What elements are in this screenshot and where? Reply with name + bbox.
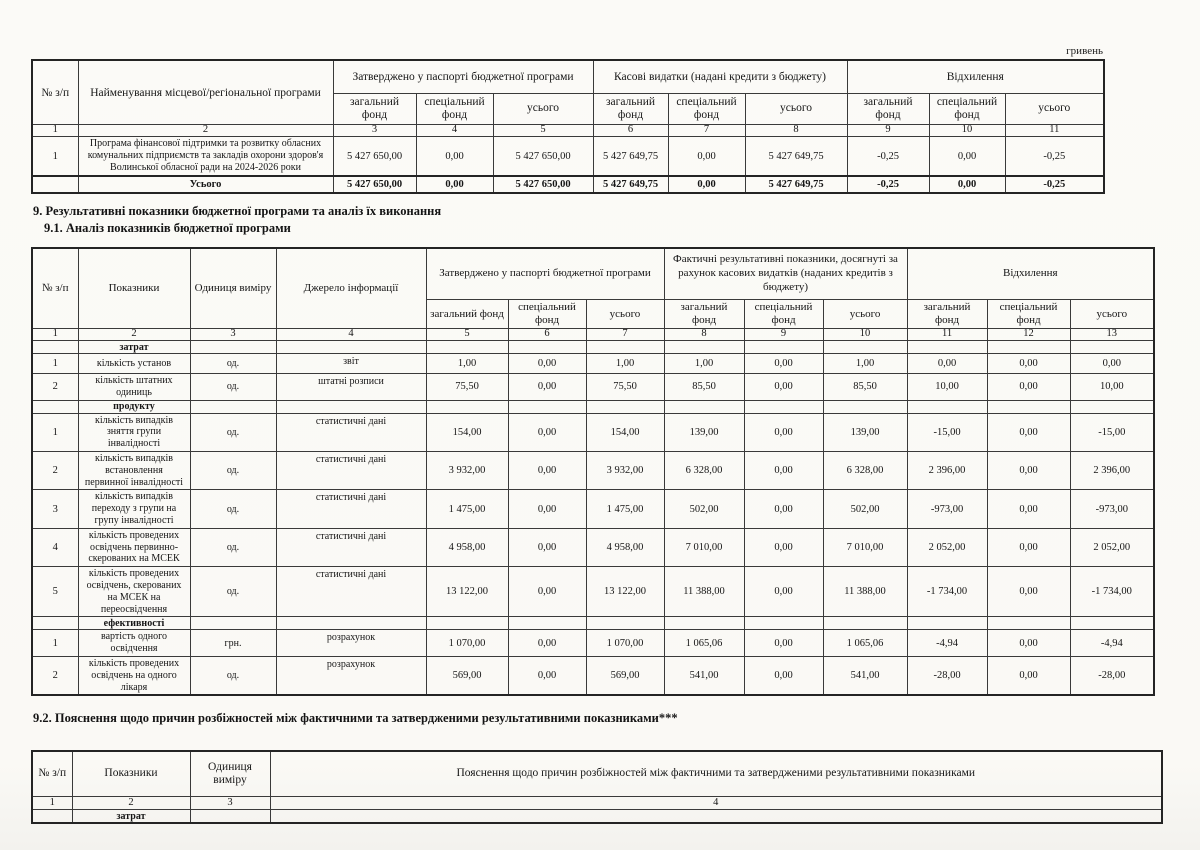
total-header: усього [823,300,907,329]
approved-group-header: Затверджено у паспорті бюджетної програми [333,60,593,94]
general-fund-header: загальний фонд [333,94,416,125]
empty-cell [907,617,987,630]
value-cell: 6 328,00 [823,451,907,489]
total-header: усього [493,94,593,125]
indicator-name-cell: кількість випадків зняття групи інвалідності [78,413,190,451]
value-cell: 3 932,00 [426,451,508,489]
column-number: 8 [664,329,744,341]
indicator-row [32,490,1154,528]
explanation-column-header: Пояснення щодо причин розбіжностей між фактичними та затвердженими результативними показниками [270,751,1162,797]
column-number: 12 [987,329,1070,341]
value-cell: 2 052,00 [1070,528,1154,566]
indicators-table-header [32,248,1154,341]
column-number: 3 [190,797,270,810]
row-number-cell [32,176,78,193]
value-cell: 1,00 [586,354,664,374]
value-cell: -973,00 [1070,490,1154,528]
indicator-group-row [32,341,1154,354]
column-number: 2 [78,125,333,137]
indicator-row [32,567,1154,617]
value-cell: 0,00 [987,630,1070,657]
total-value-cell: 0,00 [668,176,745,193]
value-cell: 0,00 [987,374,1070,401]
value-cell: 5 427 649,75 [593,137,668,177]
value-cell: 0,00 [416,137,493,177]
row-number-cell: 3 [32,490,78,528]
column-number: 2 [72,797,190,810]
unit-column-header: Одиниця виміру [190,248,276,329]
num-column-header: № з/п [32,60,78,125]
source-cell: статистичні дані [276,413,426,451]
explanations-table-header [32,751,1162,810]
special-fund-header: спеціальний фонд [929,94,1005,125]
empty-cell [1070,341,1154,354]
column-number: 11 [1005,125,1104,137]
row-number-cell: 5 [32,567,78,617]
value-cell: 75,50 [586,374,664,401]
value-cell: -973,00 [907,490,987,528]
indicators-column-header: Показники [78,248,190,329]
empty-cell [664,400,744,413]
source-cell: статистичні дані [276,528,426,566]
indicator-row [32,656,1154,695]
value-cell: 5 427 650,00 [493,137,593,177]
empty-cell [508,617,586,630]
value-cell: 154,00 [426,413,508,451]
empty-cell [190,400,276,413]
empty-cell [426,400,508,413]
indicator-name-cell: вартість одного освідчення [78,630,190,657]
value-cell: 1,00 [426,354,508,374]
total-value-cell: 0,00 [929,176,1005,193]
column-number-row [32,329,1154,341]
empty-cell [987,400,1070,413]
value-cell: 0,00 [987,656,1070,695]
value-cell: -28,00 [1070,656,1154,695]
value-cell: 7 010,00 [823,528,907,566]
group-label-cell: продукту [78,400,190,413]
column-number: 5 [493,125,593,137]
value-cell: 0,00 [508,490,586,528]
column-number: 4 [270,797,1162,810]
value-cell: 4 958,00 [586,528,664,566]
general-fund-header: загальний фонд [907,300,987,329]
value-cell: 0,00 [744,656,823,695]
indicators-column-header: Показники [72,751,190,797]
empty-cell [823,341,907,354]
empty-cell [744,400,823,413]
group-label-cell: затрат [78,341,190,354]
indicator-name-cell: кількість штатних одиниць [78,374,190,401]
value-cell: 0,00 [987,567,1070,617]
explanation-cell [270,810,1162,824]
num-column-header: № з/п [32,751,72,797]
program-name-column-header: Найменування місцевої/регіональної програми [78,60,333,125]
value-cell: 139,00 [823,413,907,451]
general-fund-header: загальний фонд [426,300,508,329]
empty-cell [987,341,1070,354]
empty-cell [190,341,276,354]
section-9-2-heading: 9.2. Пояснення щодо причин розбіжностей між фактичними та затвердженими результативними показниками*** [33,711,678,726]
empty-cell [586,341,664,354]
row-number-cell: 1 [32,413,78,451]
column-number: 7 [668,125,745,137]
value-cell: 0,00 [744,354,823,374]
indicator-name-cell: кількість проведених освідчень на одного лікаря [78,656,190,695]
value-cell: 6 328,00 [664,451,744,489]
empty-cell [823,617,907,630]
value-cell: 0,00 [668,137,745,177]
empty-cell [744,617,823,630]
value-cell: 4 958,00 [426,528,508,566]
value-cell: 1 070,00 [426,630,508,657]
total-value-cell: 5 427 650,00 [333,176,416,193]
value-cell: 85,50 [664,374,744,401]
empty-cell [907,341,987,354]
program-row [32,137,1104,177]
value-cell: 2 396,00 [1070,451,1154,489]
value-cell: 0,00 [508,413,586,451]
column-number: 3 [190,329,276,341]
indicator-name-cell: кількість випадків встановлення первинної інвалідності [78,451,190,489]
value-cell: 75,50 [426,374,508,401]
value-cell: 139,00 [664,413,744,451]
value-cell: 0,00 [1070,354,1154,374]
program-name-cell: Програма фінансової підтримки та розвитку обласних комунальних підприємств та закладів охорони здоров'я Волинської обласної ради на 2024-2026 роки [78,137,333,177]
unit-cell [190,810,270,824]
row-number-cell: 1 [32,630,78,657]
total-value-cell: 0,00 [416,176,493,193]
unit-cell: од. [190,567,276,617]
value-cell: 1 475,00 [586,490,664,528]
header-row [32,751,1162,797]
value-cell: 13 122,00 [426,567,508,617]
source-column-header: Джерело інформації [276,248,426,329]
special-fund-header: спеціальний фонд [744,300,823,329]
column-number: 10 [929,125,1005,137]
column-number: 1 [32,125,78,137]
total-value-cell: -0,25 [1005,176,1104,193]
empty-cell [508,341,586,354]
source-cell: звіт [276,354,426,374]
value-cell: 0,00 [929,137,1005,177]
empty-cell [276,341,426,354]
value-cell: 7 010,00 [664,528,744,566]
unit-cell: од. [190,451,276,489]
explanations-table-body [32,810,1162,824]
indicator-group-row [32,617,1154,630]
total-header: усього [745,94,847,125]
indicator-name-cell: кількість проведених освідчень первинно-скерованих на МСЕК [78,528,190,566]
unit-cell: од. [190,528,276,566]
total-header: усього [1005,94,1104,125]
column-number: 4 [416,125,493,137]
row-number-cell [32,341,78,354]
value-cell: 3 932,00 [586,451,664,489]
value-cell: 10,00 [907,374,987,401]
empty-cell [744,341,823,354]
unit-cell: од. [190,354,276,374]
value-cell: 0,00 [744,567,823,617]
special-fund-header: спеціальний фонд [508,300,586,329]
indicator-row [32,630,1154,657]
column-number: 6 [508,329,586,341]
row-number-cell: 4 [32,528,78,566]
special-fund-header: спеціальний фонд [987,300,1070,329]
empty-cell [426,341,508,354]
row-number-cell: 1 [32,354,78,374]
total-value-cell: 5 427 649,75 [593,176,668,193]
source-cell: статистичні дані [276,567,426,617]
empty-cell [586,400,664,413]
empty-cell [276,400,426,413]
value-cell: 0,00 [508,630,586,657]
section-9-1-heading: 9.1. Аналіз показників бюджетної програми [44,221,291,235]
column-number: 1 [32,797,72,810]
indicator-row [32,528,1154,566]
column-number: 5 [426,329,508,341]
row-number-cell: 2 [32,656,78,695]
empty-cell [276,617,426,630]
column-number: 9 [744,329,823,341]
unit-cell: од. [190,490,276,528]
group-header-row [32,248,1154,300]
indicator-row [32,413,1154,451]
empty-cell [1070,617,1154,630]
value-cell: 1 065,06 [664,630,744,657]
value-cell: 0,00 [744,490,823,528]
value-cell: 502,00 [823,490,907,528]
value-cell: 0,00 [744,413,823,451]
column-number: 7 [586,329,664,341]
value-cell: -1 734,00 [1070,567,1154,617]
value-cell: 5 427 649,75 [745,137,847,177]
value-cell: 11 388,00 [823,567,907,617]
source-cell: статистичні дані [276,490,426,528]
value-cell: 0,00 [987,413,1070,451]
value-cell: 0,00 [508,374,586,401]
value-cell: 13 122,00 [586,567,664,617]
empty-cell [586,617,664,630]
section-9-heading: 9. Результативні показники бюджетної програми та аналіз їх виконання [33,204,442,218]
group-header-row [32,60,1104,94]
unit-cell: од. [190,656,276,695]
value-cell: 569,00 [426,656,508,695]
explanations-table [31,750,1163,824]
total-value-cell: 5 427 650,00 [493,176,593,193]
value-cell: -0,25 [847,137,929,177]
source-cell: штатні розписи [276,374,426,401]
value-cell: 0,00 [987,528,1070,566]
indicator-group-row [32,400,1154,413]
column-number: 2 [78,329,190,341]
unit-column-header: Одиниця виміру [190,751,270,797]
general-fund-header: загальний фонд [847,94,929,125]
special-fund-header: спеціальний фонд [668,94,745,125]
value-cell: 0,00 [987,451,1070,489]
row-number-cell [32,810,72,824]
unit-cell: грн. [190,630,276,657]
value-cell: 0,00 [987,354,1070,374]
total-value-cell: 5 427 649,75 [745,176,847,193]
value-cell: 541,00 [664,656,744,695]
currency-label: гривень [1066,45,1103,57]
special-fund-header: спеціальний фонд [416,94,493,125]
value-cell: 0,00 [987,490,1070,528]
row-number-cell: 2 [32,374,78,401]
value-cell: 11 388,00 [664,567,744,617]
value-cell: 2 396,00 [907,451,987,489]
value-cell: 0,00 [744,374,823,401]
value-cell: 541,00 [823,656,907,695]
value-cell: 1 475,00 [426,490,508,528]
row-number-cell [32,400,78,413]
approved-group-header: Затверджено у паспорті бюджетної програми [426,248,664,300]
empty-cell [664,341,744,354]
empty-cell [426,617,508,630]
empty-cell [508,400,586,413]
value-cell: -1 734,00 [907,567,987,617]
unit-cell: од. [190,413,276,451]
value-cell: 0,00 [508,451,586,489]
value-cell: 0,00 [508,354,586,374]
value-cell: -15,00 [1070,413,1154,451]
row-number-cell [32,617,78,630]
source-cell: статистичні дані [276,451,426,489]
empty-cell [987,617,1070,630]
row-number-cell: 2 [32,451,78,489]
group-label-cell: ефективності [78,617,190,630]
source-cell: розрахунок [276,630,426,657]
column-number: 13 [1070,329,1154,341]
indicators-table-body [32,341,1154,696]
value-cell: 2 052,00 [907,528,987,566]
empty-cell [907,400,987,413]
value-cell: 569,00 [586,656,664,695]
cash-expenses-group-header: Касові видатки (надані кредити з бюджету) [593,60,847,94]
empty-cell [664,617,744,630]
group-label-cell: затрат [72,810,190,824]
value-cell: 5 427 650,00 [333,137,416,177]
column-number: 9 [847,125,929,137]
value-cell: -4,94 [1070,630,1154,657]
column-number: 8 [745,125,847,137]
empty-cell [190,617,276,630]
source-cell: розрахунок [276,656,426,695]
value-cell: 1 070,00 [586,630,664,657]
column-number: 10 [823,329,907,341]
total-label-cell: Усього [78,176,333,193]
deviation-group-header: Відхилення [847,60,1104,94]
value-cell: 1 065,06 [823,630,907,657]
num-column-header: № з/п [32,248,78,329]
total-header: усього [1070,300,1154,329]
value-cell: -15,00 [907,413,987,451]
column-number: 1 [32,329,78,341]
general-fund-header: загальний фонд [664,300,744,329]
indicator-name-cell: кількість випадків переходу з групи на групу інвалідності [78,490,190,528]
column-number: 3 [333,125,416,137]
value-cell: -0,25 [1005,137,1104,177]
indicator-row [32,354,1154,374]
total-value-cell: -0,25 [847,176,929,193]
financing-table-body [32,137,1104,194]
program-financing-table [31,59,1105,194]
value-cell: 1,00 [664,354,744,374]
indicator-row [32,451,1154,489]
actual-results-group-header: Фактичні результативні показники, досягнуті за рахунок касових видатків (наданих кредитів з бюджету) [664,248,907,300]
value-cell: 0,00 [744,528,823,566]
empty-cell [823,400,907,413]
value-cell: 0,00 [508,567,586,617]
explanation-group-row [32,810,1162,824]
value-cell: 10,00 [1070,374,1154,401]
empty-cell [1070,400,1154,413]
value-cell: 0,00 [744,451,823,489]
value-cell: -4,94 [907,630,987,657]
result-indicators-table [31,247,1155,696]
column-number-row [32,125,1104,137]
financing-table-header [32,60,1104,137]
value-cell: 502,00 [664,490,744,528]
row-number-cell: 1 [32,137,78,177]
total-header: усього [586,300,664,329]
value-cell: 0,00 [744,630,823,657]
column-number: 4 [276,329,426,341]
deviation-group-header: Відхилення [907,248,1154,300]
value-cell: 0,00 [907,354,987,374]
total-row [32,176,1104,193]
value-cell: 85,50 [823,374,907,401]
value-cell: 154,00 [586,413,664,451]
value-cell: -28,00 [907,656,987,695]
unit-cell: од. [190,374,276,401]
indicator-name-cell: кількість установ [78,354,190,374]
general-fund-header: загальний фонд [593,94,668,125]
value-cell: 0,00 [508,656,586,695]
value-cell: 0,00 [508,528,586,566]
column-number-row [32,797,1162,810]
column-number: 11 [907,329,987,341]
column-number: 6 [593,125,668,137]
indicator-row [32,374,1154,401]
indicator-name-cell: кількість проведених освідчень, скерованих на МСЕК на переосвідчення [78,567,190,617]
value-cell: 1,00 [823,354,907,374]
